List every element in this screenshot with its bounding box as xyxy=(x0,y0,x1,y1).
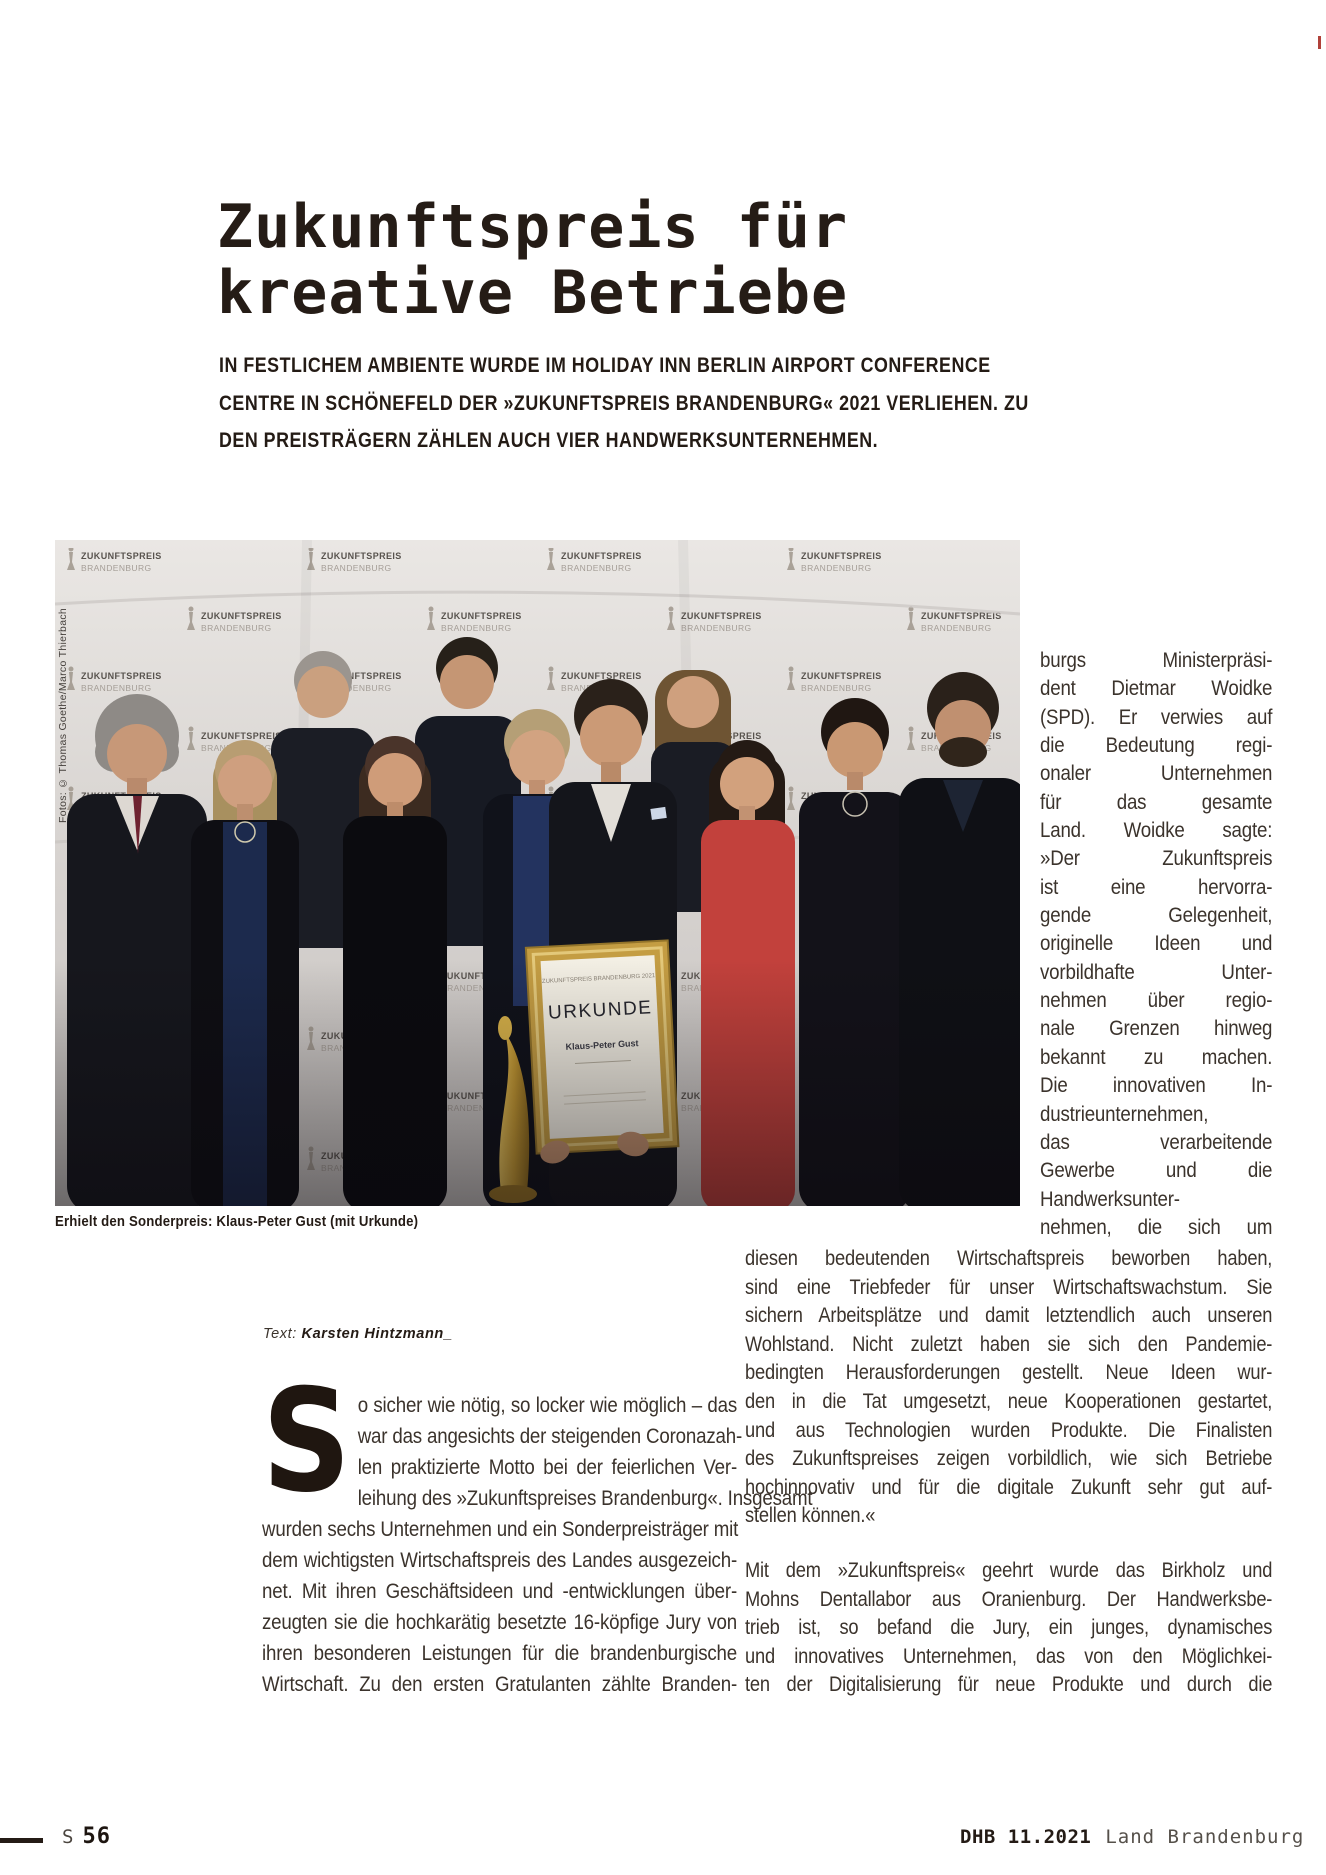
dropcap: S xyxy=(262,1359,350,1524)
text-line: bedingten Herausforderungen gestellt. Neue Ideen wur- xyxy=(745,1361,1273,1385)
text-line: gende Gelegenheit, xyxy=(1040,903,1273,928)
text-line: ist eine hervorra- xyxy=(1040,874,1273,899)
body-column-narrow xyxy=(1040,646,1272,1241)
footer-page-value: 56 xyxy=(82,1824,111,1849)
page-title xyxy=(217,194,848,326)
text-line: ten der Digitalisierung für neue Produkte und durch die xyxy=(745,1673,1273,1697)
text-line: Mit dem »Zukunftspreis« geehrt wurde das Birkholz und xyxy=(745,1558,1273,1582)
footer-issue-info xyxy=(960,1826,1304,1848)
text-line: burgs Ministerpräsi- xyxy=(1040,648,1273,672)
text-line: wurden sechs Unternehmen und ein Sonderpreisträger mit xyxy=(262,1517,739,1541)
body-column-wide xyxy=(745,1245,1272,1700)
text-line: nehmen über regio- xyxy=(1040,988,1273,1013)
text-line: hochinnovativ und für die digitale Zukunft sehr gut auf- xyxy=(745,1475,1273,1499)
standfirst xyxy=(219,347,1095,460)
text-line: und innovatives Unternehmen, das von den Möglichkei- xyxy=(745,1644,1273,1668)
text-line: Wohlstand. Nicht zuletzt haben sie sich den Pandemie- xyxy=(745,1332,1273,1356)
text-line: dustrieunternehmen, xyxy=(1040,1101,1209,1126)
text-line: dem wichtigsten Wirtschaftspreis des Landes ausgezeich- xyxy=(262,1548,738,1572)
text-line: des Zukunftspreises zeigen vorbildlich, wie sich Betriebe xyxy=(745,1447,1273,1471)
text-line: trieb ist, so befand die Jury, ein junges, dynamisches xyxy=(745,1616,1273,1640)
byline-author: Karsten Hintzmann_ xyxy=(301,1326,453,1342)
page-title-line1: Zukunftspreis für xyxy=(217,192,849,262)
text-line: nale Grenzen hinweg xyxy=(1040,1016,1273,1041)
text-line: (SPD). Er verwies auf xyxy=(1040,704,1273,729)
text-line: onaler Unternehmen xyxy=(1040,761,1273,786)
text-line: o sicher wie nötig, so locker wie möglich – das xyxy=(357,1393,738,1417)
text-line: Die innovativen In- xyxy=(1040,1073,1273,1098)
byline-prefix: Text: xyxy=(263,1326,297,1342)
text-line: zeugten sie die hochkarätig besetzte 16-köpfige Jury von xyxy=(262,1610,738,1634)
footer-rule xyxy=(0,1838,43,1843)
text-line: Handwerksunter- xyxy=(1040,1186,1180,1211)
text-line: bekannt zu machen. xyxy=(1040,1044,1273,1069)
text-line: nehmen, die sich um xyxy=(1040,1214,1273,1239)
text-line: die Bedeutung regi- xyxy=(1040,733,1273,758)
text-line: »Der Zukunftspreis xyxy=(1040,846,1273,871)
photo-caption: Erhielt den Sonderpreis: Klaus-Peter Gust (mit Urkunde) xyxy=(55,1213,419,1230)
text-line: dent Dietmar Woidke xyxy=(1040,676,1273,701)
text-line: Land. Woidke sagte: xyxy=(1040,818,1273,843)
award-photo-illustration xyxy=(55,540,1020,1206)
text-line: ihren besonderen Leistungen für die brandenburgische xyxy=(262,1641,738,1665)
standfirst-line: DEN PREISTRÄGERN ZÄHLEN AUCH VIER HANDWERKSUNTERNEHMEN. xyxy=(219,429,879,452)
text-line: net. Mit ihren Geschäftsideen und -entwicklungen über- xyxy=(262,1579,738,1603)
text-line: und aus Technologien wurden Produkte. Die Finalisten xyxy=(745,1418,1273,1442)
award-group-photo xyxy=(55,540,1020,1206)
footer-page-number xyxy=(62,1824,111,1849)
text-line: sind eine Triebfeder für unser Wirtschaftswachstum. Sie xyxy=(745,1275,1273,1299)
text-line: das verarbeitende xyxy=(1040,1129,1273,1154)
page-title-line2: kreative Betriebe xyxy=(217,258,849,328)
text-line: len praktizierte Motto bei der feierlichen Ver- xyxy=(357,1455,738,1479)
text-line: den in die Tat umgesetzt, neue Kooperationen gestartet, xyxy=(745,1389,1273,1413)
byline xyxy=(263,1326,453,1342)
text-line: sichern Arbeitsplätze und damit letztendlich auch unseren xyxy=(745,1304,1273,1328)
page-edge-mark xyxy=(1318,36,1321,49)
text-line: leihung des »Zukunftspreises Brandenburg«. Insgesamt xyxy=(357,1486,813,1510)
text-line: für das gesamte xyxy=(1040,789,1273,814)
text-line: vorbildhafte Unter- xyxy=(1040,959,1273,984)
text-line: Mohns Dentallabor aus Oranienburg. Der Handwerksbe- xyxy=(745,1587,1273,1611)
text-line: diesen bedeutenden Wirtschaftspreis beworben haben, xyxy=(745,1247,1273,1270)
footer-issue: DHB 11.2021 xyxy=(960,1826,1092,1848)
footer-section: Land Brandenburg xyxy=(1105,1826,1305,1848)
standfirst-line: CENTRE IN SCHÖNEFELD DER »ZUKUNFTSPREIS BRANDENBURG« 2021 VERLIEHEN. ZU xyxy=(219,391,1029,415)
standfirst-line: IN FESTLICHEM AMBIENTE WURDE IM HOLIDAY INN BERLIN AIRPORT CONFERENCE xyxy=(219,354,991,377)
text-line: stellen können.« xyxy=(745,1504,876,1528)
text-line: Wirtschaft. Zu den ersten Gratulanten zählte Branden- xyxy=(262,1672,738,1696)
text-line: Gewerbe und die xyxy=(1040,1158,1273,1183)
footer-page-prefix: S xyxy=(62,1826,74,1848)
text-line: originelle Ideen und xyxy=(1040,931,1273,956)
photo-credit: Fotos: © Thomas Goethe/Marco Thierbach xyxy=(57,607,69,823)
text-line: war das angesichts der steigenden Coronazah- xyxy=(357,1424,743,1448)
